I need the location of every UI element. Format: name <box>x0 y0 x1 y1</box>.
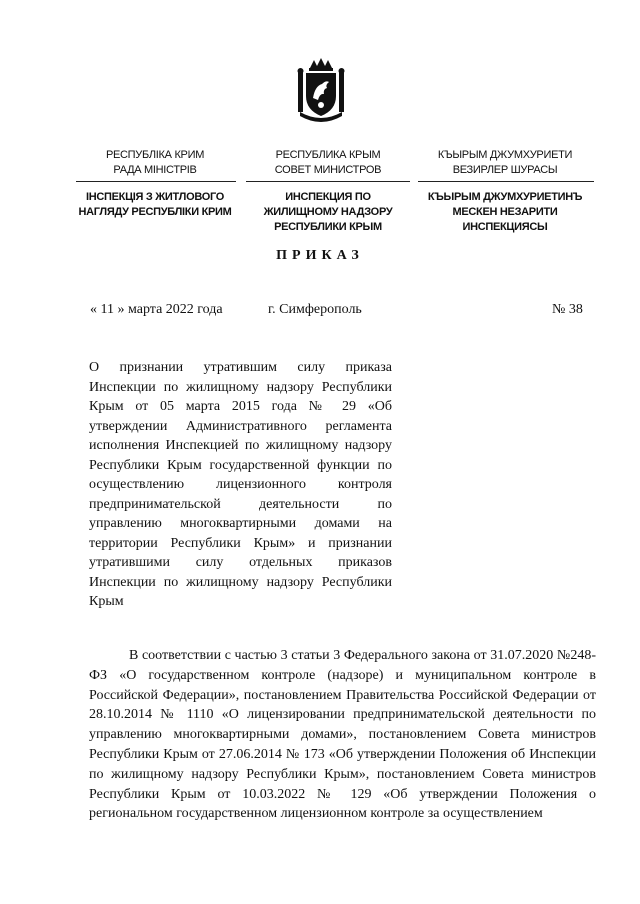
header-left-inspection: ІНСПЕКЦІЯ З ЖИТЛОВОГО НАГЛЯДУ РЕСПУБЛІКИ КРИМ <box>78 191 232 218</box>
header-right-names <box>415 148 595 178</box>
header-center-republic: РЕСПУБЛИКА КРЫМ <box>275 149 381 161</box>
document-type: ПРИКАЗ <box>276 248 364 263</box>
header-center-rule <box>246 181 410 182</box>
document-city: г. Симферополь <box>268 302 362 317</box>
header-left-council: РАДА МІНІСТРІВ <box>113 164 197 176</box>
header-left-republic: РЕСПУБЛІКА КРИМ <box>105 149 205 161</box>
document-body: В соответствии с частью 3 статьи 3 Федерального закона от 31.07.2020 №248-ФЗ «О государственном контроле (надзоре) и муниципальном контроле в Российской Федерации», постановлением Правительства Российской Федерации от 28.10.2014 № 1110 «О лицензировании предпринимательской деятельности по управлению многоквартирными домами», постановлением Совета министров Республики Крым от 27.06.2014 № 173 «Об утверждении Положения об Инспекции по жилищному надзору Республики Крым», постановлением Совета министров Республики Крым от 10.03.2022 № 129 «Об утверждении Положения о региональном государственном лицензионном контроле за осуществлением <box>89 648 596 822</box>
header-center-names <box>248 148 408 178</box>
document-number: № 38 <box>552 302 583 317</box>
header-right-rule <box>418 181 594 182</box>
header-center-inspection: ИНСПЕКЦИЯ ПО ЖИЛИЩНОМУ НАДЗОРУ РЕСПУБЛИКИ КРЫМ <box>263 191 393 233</box>
header-center-council: СОВЕТ МИНИСТРОВ <box>274 164 382 176</box>
header-right-council: ВЕЗИРЛЕР ШУРАСЫ <box>452 164 558 176</box>
header-left-names <box>75 148 235 178</box>
header-right-republic: КЪЫРЫМ ДЖУМХУРИЕТИ <box>437 149 573 161</box>
document-date: « 11 » марта 2022 года <box>90 302 223 317</box>
crimea-coat-of-arms-icon <box>296 58 346 122</box>
document-subject: О признании утратившим силу приказа Инспекции по жилищному надзору Республики Крым от 05 марта 2015 года № 29 «Об утверждении Административного регламента исполнения Инспекцией по жилищному надзору Республики Крым государственной функции по осуществлению лицензионного контроля предпринимательской деятельности по управлению многоквартирными домами на территории Республики Крым» и признании утратившими силу отдельных приказов Инспекции по жилищному надзору Республики Крым <box>89 360 392 609</box>
header-left-rule <box>76 181 236 182</box>
header-right-inspection: КЪЫРЫМ ДЖУМХУРИЕТИНЪ МЕСКЕН НЕЗАРИТИ ИНСПЕКЦИЯСЫ <box>427 191 583 233</box>
